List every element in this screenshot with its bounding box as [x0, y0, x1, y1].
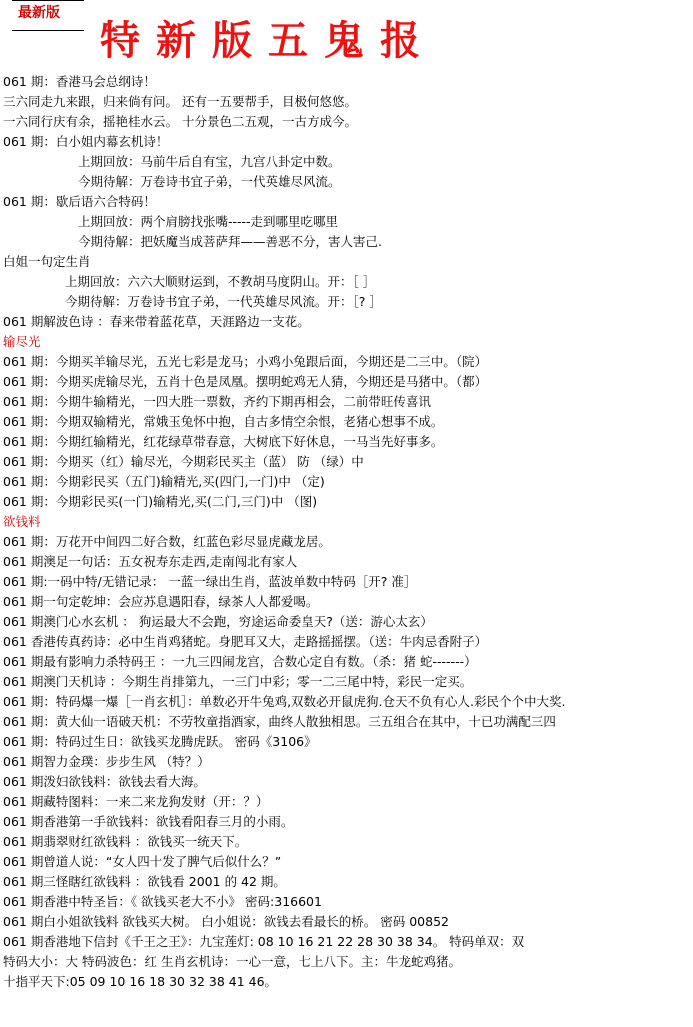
text-line: 061 期澳门心水玄机 ： 狗运最大不会跑，穷途运命委皇天?（送：游心太玄）: [3, 614, 433, 629]
text-line: 061 期澳门天机诗 ：今期生肖排第九，一三门中彩；零一二三尾中特，彩民一定买。: [3, 674, 473, 689]
text-line: 061 期：万花开中间四二好合数，红蓝色彩尽显虎藏龙居。: [3, 534, 331, 549]
text-line: 061 期：今期牛输精光，一四大胜一票数，齐约下期再相会，二前带旺传喜讯: [3, 394, 431, 409]
text-line: 061 期：今期彩民买(一门)输精光,买(二门,三门)中 （图): [3, 494, 318, 509]
text-line: 今期待解：万卷诗书宜子弟，一代英雄尽风流。: [78, 174, 341, 189]
text-line: 上期回放：马前牛后自有宝，九宫八卦定中数。: [78, 154, 341, 169]
text-line: 061 期泼妇欲钱料：欲钱去看大海。: [3, 774, 206, 789]
text-line: 白姐一句定生肖: [3, 254, 91, 269]
text-line: 061 期香港中特圣旨：《 欲钱买老大不小》 密码:316601: [3, 894, 322, 909]
section-heading: 输尽光: [3, 334, 41, 349]
page-title: 特新版五鬼报: [100, 17, 436, 64]
content-body: [3, 72, 691, 992]
text-line: 061 期：今期双输精光，常娥玉兔怀中抱，自古多情空余恨，老猪心想事不成。: [3, 414, 444, 429]
badge-underline: [12, 30, 84, 31]
text-line: 061 期澳足一句话：五女祝寿东走西,走南闯北有家人: [3, 554, 298, 569]
text-line: 061 期：特码过生日：欲钱买龙腾虎跃。 密码《3106》: [3, 734, 317, 749]
top-rule: [12, 0, 84, 1]
text-line: 061 期智力金璞：步步生风 （特？）: [3, 754, 210, 769]
text-line: 上期回放：两个肩膀找张嘴-----走到哪里吃哪里: [78, 214, 339, 229]
text-line: 特码大小：大 特码波色：红 生肖玄机诗：一心一意，七上八下。主：牛龙蛇鸡猪。: [3, 954, 461, 969]
text-line: 061 期翡翠财红欲钱料 ：欲钱买一统天下。: [3, 834, 248, 849]
text-line: 061 期一句定乾坤：会应苏息遇阳春，绿茶人人都爱喝。: [3, 594, 319, 609]
text-line: 061 期：歇后语六合特码！: [3, 194, 156, 209]
text-line: 061 期：今期红输精光，红花绿草带春意，大树底下好休息，一马当先好事多。: [3, 434, 444, 449]
text-line: 今期待解：把妖魔当成菩萨拜——善恶不分，害人害己.: [78, 234, 382, 249]
text-line: 上期回放：六六大顺财运到，不教胡马度阴山。开：［ ］: [65, 274, 376, 289]
text-line: 061 期香港第一手欲钱料：欲钱看阳春三月的小雨。: [3, 814, 294, 829]
text-line: 061 期三怪瞎红欲钱料 ：欲钱看 2001 的 42 期。: [3, 874, 286, 889]
text-line: 061 期：今期买（红）输尽光，今期彩民买主（蓝） 防 （绿）中: [3, 454, 364, 469]
text-line: 061 期最有影响力杀特码王 ：一九三四闹龙宫，合数心定自有数。（杀：猪 蛇-------）: [3, 654, 477, 669]
text-line: 061 期解波色诗 ：春来带着蓝花草，天涯路边一支花。: [3, 314, 310, 329]
text-line: 一六同行庆有余，摇艳桂水云。 十分景色二五观，一古方成今。: [3, 114, 357, 129]
text-line: 061 期：黄大仙一语破天机：不劳牧童指酒家，曲终人散独相思。三五组合在其中，十已功满配三四: [3, 714, 556, 729]
text-line: 061 期：特码爆一爆［一肖玄机］：单数必开牛兔鸡,双数必开鼠虎狗.仓天不负有心人.彩民个个中大奖.: [3, 694, 566, 709]
text-line: 061 期：今期彩民买（五门)输精光,买(四门,一门)中 （定): [3, 474, 325, 489]
text-line: 061 期:一码中特/无错记录： 一蓝一绿出生肖，蓝波单数中特码［开? 准］: [3, 574, 417, 589]
section-heading: 欲钱料: [3, 514, 41, 529]
text-line: 三六同走九来跟，归来倘有问。 还有一五要帮手，目极何悠悠。: [3, 94, 357, 109]
text-line: 061 期：白小姐内幕玄机诗！: [3, 134, 169, 149]
text-line: 十指平天下:05 09 10 16 18 30 32 38 41 46。: [3, 974, 278, 989]
text-line: 061 期：香港马会总纲诗！: [3, 74, 156, 89]
text-line: 061 期：今期买虎输尽光，五肖十色是凤凰。摆明蛇鸡无人猜，今期还是马猪中。（都）: [3, 374, 488, 389]
text-line: 061 期白小姐欲钱料 欲钱买大树。 白小姐说：欲钱去看最长的桥。 密码 00852: [3, 914, 449, 929]
text-line: 061 期藏特图料：一来二来龙狗发财（开：？）: [3, 794, 269, 809]
text-line: 061 期曾道人说：“女人四十发了脾气后似什么？”: [3, 854, 282, 869]
text-line: 今期待解：万卷诗书宜子弟，一代英雄尽风流。开：［? ］: [65, 294, 382, 309]
text-line: 061 香港传真药诗：必中生肖鸡猪蛇。身肥耳又大，走路摇摇摆。（送：牛肉忌香附子）: [3, 634, 488, 649]
text-line: 061 期：今期买羊输尽光，五光七彩是龙马；小鸡小兔跟后面，今期还是二三中。（院）: [3, 354, 488, 369]
text-line: 061 期香港地下信封《千王之王》：九宝莲灯: 08 10 16 21 22 28 30 38 34。 特码单双：双: [3, 934, 525, 949]
version-badge: 最新版: [18, 5, 60, 21]
